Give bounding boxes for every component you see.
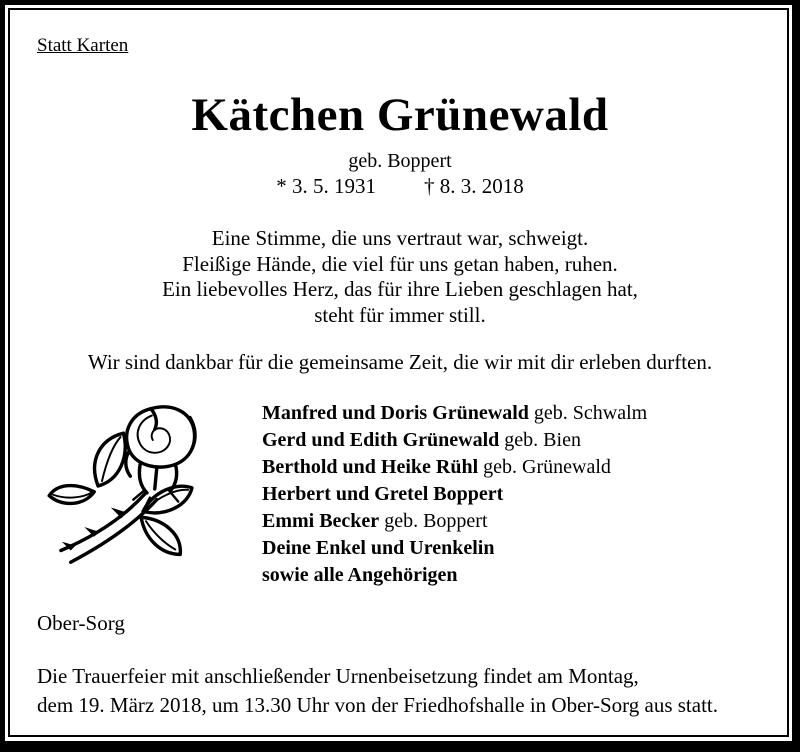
birth-date: * 3. 5. 1931: [276, 174, 376, 198]
funeral-info-line: Die Trauerfeier mit anschließender Urnenbeisetzung findet am Montag,: [37, 664, 639, 688]
funeral-info: [37, 662, 718, 719]
verse-line: Fleißige Hände, die viel für uns getan haben, ruhen.: [182, 251, 618, 276]
mourner-line: Manfred und Doris Grünewald geb. Schwalm: [262, 402, 648, 424]
verse-line: steht für immer still.: [314, 302, 486, 327]
rose-illustration: [46, 396, 244, 572]
mourner-line: Gerd und Edith Grünewald geb. Bien: [262, 429, 581, 451]
place-name: Ober-Sorg: [37, 611, 125, 635]
mourner-line: sowie alle Angehörigen: [262, 564, 458, 586]
mourner-line: Berthold und Heike Rühl geb. Grünewald: [262, 456, 611, 478]
mourner-line: Deine Enkel und Urenkelin: [262, 537, 495, 559]
verse-line: Eine Stimme, die uns vertraut war, schweigt.: [211, 226, 589, 250]
funeral-info-line: dem 19. März 2018, um 13.30 Uhr von der Friedhofshalle in Ober-Sorg aus statt.: [37, 692, 718, 717]
life-dates: [0, 174, 800, 199]
header-note: Statt Karten: [37, 35, 129, 56]
maiden-name: geb. Boppert: [348, 150, 452, 172]
death-date: † 8. 3. 2018: [424, 174, 524, 198]
verse-line: Ein liebevolles Herz, das für ihre Lieben geschlagen hat,: [162, 277, 638, 301]
mourner-line: Emmi Becker geb. Boppert: [262, 510, 488, 532]
rose-icon: [46, 396, 244, 572]
thanks-line: Wir sind dankbar für die gemeinsame Zeit, die wir mit dir erleben durften.: [87, 350, 713, 374]
mourners-list: [262, 400, 647, 589]
mourner-line: Herbert und Gretel Boppert: [262, 483, 504, 505]
deceased-name: Kätchen Grünewald: [191, 89, 609, 141]
memorial-verse: [0, 226, 800, 328]
